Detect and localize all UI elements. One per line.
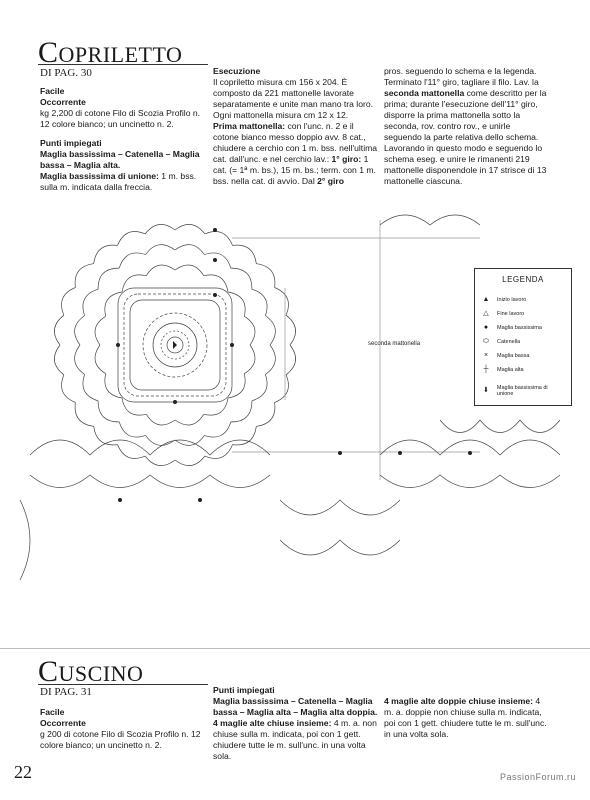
esecuzione-heading: Esecuzione [213, 66, 261, 76]
legend-row-join: ⬇ Maglia bassissima di unione [481, 385, 565, 397]
end-arrow-icon: △ [483, 310, 489, 317]
petal-arc [231, 268, 252, 289]
petal-arc [146, 414, 175, 425]
chain-icon: ⬭ [483, 338, 489, 345]
petal-arc [175, 245, 204, 255]
petal-arc [175, 414, 204, 425]
copriletto-col-1 [40, 86, 208, 193]
petal-arc [54, 345, 64, 375]
petal-arc [244, 316, 255, 345]
petal-arc [265, 345, 275, 374]
legend-row-chain: ⬭ Catenella [483, 338, 521, 345]
copriletto-page-ref: DI PAG. 30 [40, 67, 92, 79]
cuscino-col-1 [40, 707, 208, 751]
cuscino-page-ref: DI PAG. 31 [40, 686, 92, 698]
petal-arc [62, 288, 76, 316]
petal-arc [275, 288, 289, 316]
petal-arc [265, 316, 275, 345]
petal-arc [145, 224, 175, 234]
legend-row-slip: ● Maglia bassissima [481, 325, 542, 331]
start-arrow-icon: ▲ [482, 296, 490, 303]
petal-arc [252, 289, 267, 315]
petal-arc [94, 245, 118, 264]
join-stitch-icon: ⬇ [483, 387, 489, 394]
petal-arc [146, 265, 175, 276]
occorrente-heading: Occorrente [40, 97, 86, 107]
unione-text: Maglia bassissima di unione: 1 m. bss. sulla m. indicata dalla freccia. [40, 171, 197, 192]
petal-arc [105, 374, 122, 398]
punti-text: Maglia bassissima – Catenella – Maglia bassa – Maglia alta. [40, 149, 200, 170]
petal-arc [233, 245, 257, 264]
petal-arc [231, 401, 252, 422]
legend-row-start: ▲ Inizio lavoro [482, 296, 527, 303]
cuscino-rule [38, 684, 208, 685]
copriletto-title: COPRILETTO [38, 36, 183, 69]
section-divider [0, 648, 590, 649]
petal-arc [256, 264, 275, 288]
crochet-diagram [0, 200, 590, 630]
petal-arc [118, 445, 146, 459]
petal-arc [204, 253, 230, 268]
petal-arc [205, 445, 233, 459]
petal-arc [119, 422, 145, 437]
petal-arc [83, 374, 98, 400]
second-tile-label: seconda mattonella [368, 341, 421, 347]
petal-arc [98, 401, 119, 422]
cuscino-punti-heading: Punti impiegati [213, 685, 275, 695]
cuscino-col-2 [213, 685, 379, 762]
petal-arc [95, 316, 106, 345]
petal-arc [204, 275, 228, 292]
petal-arc [118, 232, 146, 246]
petal-arc [105, 292, 122, 316]
petal-arc [175, 265, 204, 276]
petal-arc [175, 435, 204, 445]
punti-heading: Punti impiegati [40, 138, 102, 148]
level-label: Facile [40, 86, 65, 96]
cuscino-quattro-doppie-text: 4 maglie alte doppie chiuse insieme: 4 m. a. doppie non chiuse sulla m. indicata, poi con 1 gett. chiudere tutte le m. sull'unc. in una volta sola. [384, 696, 547, 739]
petal-arc [204, 398, 228, 415]
petal-arc [286, 315, 296, 345]
copriletto-col-3 [384, 66, 550, 187]
petal-arc [75, 403, 94, 427]
petal-arc [244, 345, 255, 374]
single-crochet-icon: × [483, 352, 489, 359]
petal-arc [145, 456, 175, 466]
legend-title: LEGENDA [502, 275, 544, 284]
petal-arc [233, 426, 257, 445]
petal-arc [252, 374, 267, 400]
petal-arc [205, 232, 233, 246]
double-crochet-icon: ┼ [483, 366, 489, 373]
petal-arc [95, 345, 106, 374]
petal-arc [83, 289, 98, 315]
legend-row-end: △ Fine lavoro [481, 311, 524, 317]
petal-arc [146, 435, 175, 445]
seconda-mattonella-text: pros. seguendo lo schema e la legenda. Terminato l'11° giro, tagliare il filo. Lav. la seconda mattonella come descritto per la prima; durante l'esecuzione dell'11° giro, disporre la prima mattonella sotto la seconda, rov. contro rov., e unirle seguendo la parte relativa dello schema. Lavorando in questo modo e seguendo lo schema eseg. e unire le rimanenti 219 mattonelle disponendole in 17 strisce di 13 mattonelle ciascuna. [384, 66, 547, 186]
petal-arc [75, 345, 85, 374]
slip-stitch-icon: ● [483, 324, 489, 331]
watermark: PassionForum.ru [499, 772, 576, 782]
petal-arc [122, 398, 146, 415]
petal-arc [275, 375, 289, 403]
cuscino-quattro-text: 4 maglie alte chiuse insieme: 4 m. a. non chiuse sulla m. indicata, poi con 1 gett. chiudere tutte le m. sull'unc. in una volta sola. [213, 718, 377, 761]
petal-arc [146, 245, 175, 255]
petal-arc [228, 292, 245, 316]
petal-arc [204, 422, 230, 437]
cuscino-col-3 [384, 696, 550, 740]
petal-arc [75, 316, 85, 345]
copriletto-rule [38, 64, 208, 65]
cuscino-occorrente-heading: Occorrente [40, 718, 86, 728]
esecuzione-text: Il copriletto misura cm 156 x 204. È composto da 221 mattonelle lavorate separatamente e unite man mano tra loro. Ogni mattonella misura cm 12 x 12. [213, 77, 374, 120]
cuscino-occorrente-text: g 200 di cotone Filo di Scozia Profilo n. 12 colore bianco; un uncinetto n. 2. [40, 729, 201, 750]
petal-arc [75, 264, 94, 288]
occorrente-text: kg 2,200 di cotone Filo di Scozia Profilo n. 12 colore bianco; un uncinetto n. 2. [40, 108, 201, 129]
cuscino-punti-text: Maglia bassissima – Catenella – Maglia bassa – Maglia alta – Maglia alta doppia. [213, 696, 378, 717]
legend-row-single: × Maglia bassa [481, 353, 529, 359]
petal-arc [286, 345, 296, 375]
copriletto-col-2 [213, 66, 379, 187]
petal-arc [54, 315, 64, 345]
petal-arc [175, 456, 205, 466]
legend-row-double: ┼ Maglia alta [481, 367, 524, 373]
cuscino-title: CUSCINO [38, 655, 144, 688]
petal-arc [62, 375, 76, 403]
petal-arc [98, 268, 119, 289]
cuscino-level: Facile [40, 707, 65, 717]
petal-arc [122, 275, 146, 292]
petal-arc [256, 403, 275, 427]
legend-box [474, 268, 572, 406]
petal-arc [175, 224, 205, 234]
petal-arc [228, 374, 245, 398]
petal-arc [119, 253, 145, 268]
petal-arc [94, 426, 118, 445]
prima-mattonella-text: Prima mattonella: con l'unc. n. 2 e il cotone bianco messo doppio avv. 8 cat., chiudere a cerchio con 1 m. bss. nell'ultima cat. dall'unc. e nel cerchio lav.: 1° giro: 1 cat. (= 1ª m. bs.), 15 m. bs.; term. con 1 m. bss. nella cat. di avvio. Dal 2° giro [213, 121, 378, 186]
page-number: 22 [14, 762, 32, 782]
